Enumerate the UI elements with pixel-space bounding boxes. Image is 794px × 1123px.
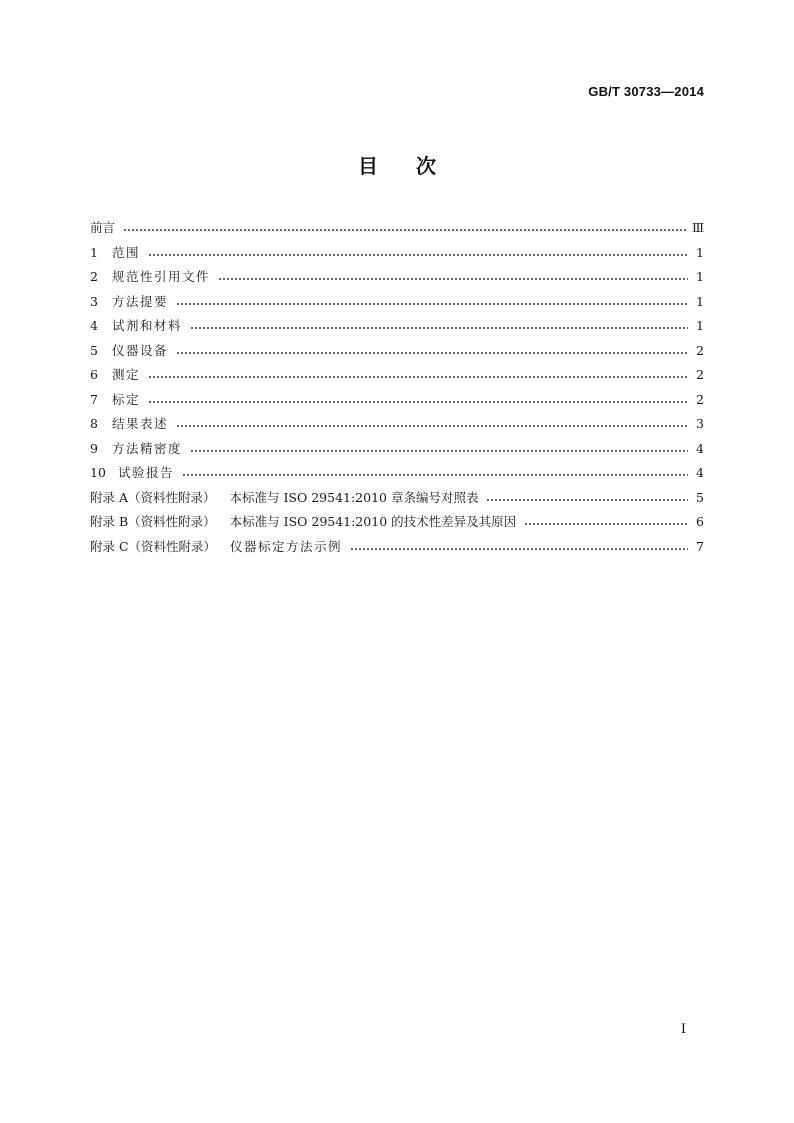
toc-entry-number: 8: [90, 416, 98, 431]
toc-entry-appendix-b[interactable]: [90, 510, 704, 535]
toc-entry-5[interactable]: [90, 339, 704, 364]
toc-entry-label: 本标准与 ISO 29541:2010 的技术性差异及其原因: [229, 514, 517, 529]
toc-entry-page: Ⅲ: [691, 220, 704, 235]
toc-entry-page: 2: [696, 342, 704, 358]
toc-entry-label: 结果表述: [112, 416, 169, 431]
standard-code: GB/T 30733—2014: [588, 84, 704, 99]
appendix-prefix: 附录 A（资料性附录）: [90, 489, 216, 505]
appendix-prefix: 附录 C（资料性附录）: [90, 538, 217, 554]
toc-entry-label: 前言: [90, 220, 116, 235]
toc-entry-label: 本标准与 ISO 29541:2010 章条编号对照表: [229, 489, 479, 505]
toc-entry-page: 4: [696, 465, 704, 480]
toc-entry-label: 方法精密度: [112, 440, 183, 456]
toc-entry-8[interactable]: [90, 412, 704, 437]
dot-leader: [148, 376, 688, 378]
page-title: [0, 150, 794, 179]
toc-entry-page: 1: [696, 293, 704, 309]
toc-entry-2[interactable]: [90, 265, 704, 290]
toc-entry-page: 2: [696, 391, 704, 407]
page-number: I: [680, 1022, 686, 1037]
dot-leader: [524, 523, 688, 525]
toc-entry-label: 方法提要: [112, 293, 169, 309]
toc-entry-label: 试剂和材料: [112, 318, 183, 333]
toc-entry-page: 6: [696, 514, 704, 529]
toc-entry-page: 1: [696, 318, 704, 333]
toc-entry-appendix-a[interactable]: [90, 486, 704, 511]
toc-entry-page: 3: [696, 416, 704, 431]
title-char-1: 目: [358, 154, 378, 178]
dot-leader: [182, 474, 688, 476]
toc-entry-7[interactable]: [90, 388, 704, 413]
toc-entry-number: 2: [90, 269, 98, 284]
dot-leader: [190, 450, 688, 452]
toc-entry-label: 规范性引用文件: [112, 269, 211, 284]
toc-entry-3[interactable]: [90, 290, 704, 315]
toc-entry-number: 4: [90, 318, 98, 333]
dot-leader: [190, 327, 688, 329]
toc-entry-page: 5: [696, 489, 704, 505]
toc-entry-label: 测定: [112, 367, 141, 382]
toc-entry-page: 2: [696, 367, 704, 382]
dot-leader: [176, 425, 688, 427]
toc-entry-foreword[interactable]: [90, 216, 704, 241]
dot-leader: [176, 352, 688, 354]
dot-leader: [148, 254, 688, 256]
toc-entry-label: 试验报告: [118, 465, 175, 480]
toc-entry-label: 范围: [112, 244, 141, 260]
toc-entry-number: 1: [90, 244, 98, 260]
toc-entry-number: 9: [90, 440, 98, 456]
toc-entry-9[interactable]: [90, 437, 704, 462]
toc-entry-label: 仪器设备: [112, 342, 169, 358]
dot-leader: [176, 303, 688, 305]
toc-entry-page: 4: [696, 440, 704, 456]
toc-entry-page: 1: [696, 269, 704, 284]
toc-entry-number: 3: [90, 293, 98, 309]
toc-entry-6[interactable]: [90, 363, 704, 388]
title-char-2: 次: [416, 154, 436, 178]
toc-entry-4[interactable]: [90, 314, 704, 339]
table-of-contents: [90, 216, 704, 559]
toc-entry-number: 6: [90, 367, 98, 382]
toc-entry-page: 1: [696, 244, 704, 260]
toc-entry-1[interactable]: [90, 241, 704, 266]
dot-leader: [123, 229, 686, 231]
toc-entry-10[interactable]: [90, 461, 704, 486]
toc-entry-page: 7: [696, 538, 704, 554]
dot-leader: [218, 278, 688, 280]
toc-entry-appendix-c[interactable]: [90, 535, 704, 560]
dot-leader: [486, 499, 688, 501]
toc-entry-label: 仪器标定方法示例: [230, 538, 343, 554]
dot-leader: [350, 548, 688, 550]
dot-leader: [148, 401, 688, 403]
toc-entry-number: 5: [90, 342, 98, 358]
appendix-prefix: 附录 B（资料性附录）: [90, 514, 216, 529]
toc-entry-number: 10: [90, 465, 106, 480]
toc-entry-label: 标定: [112, 391, 141, 407]
toc-entry-number: 7: [90, 391, 98, 407]
